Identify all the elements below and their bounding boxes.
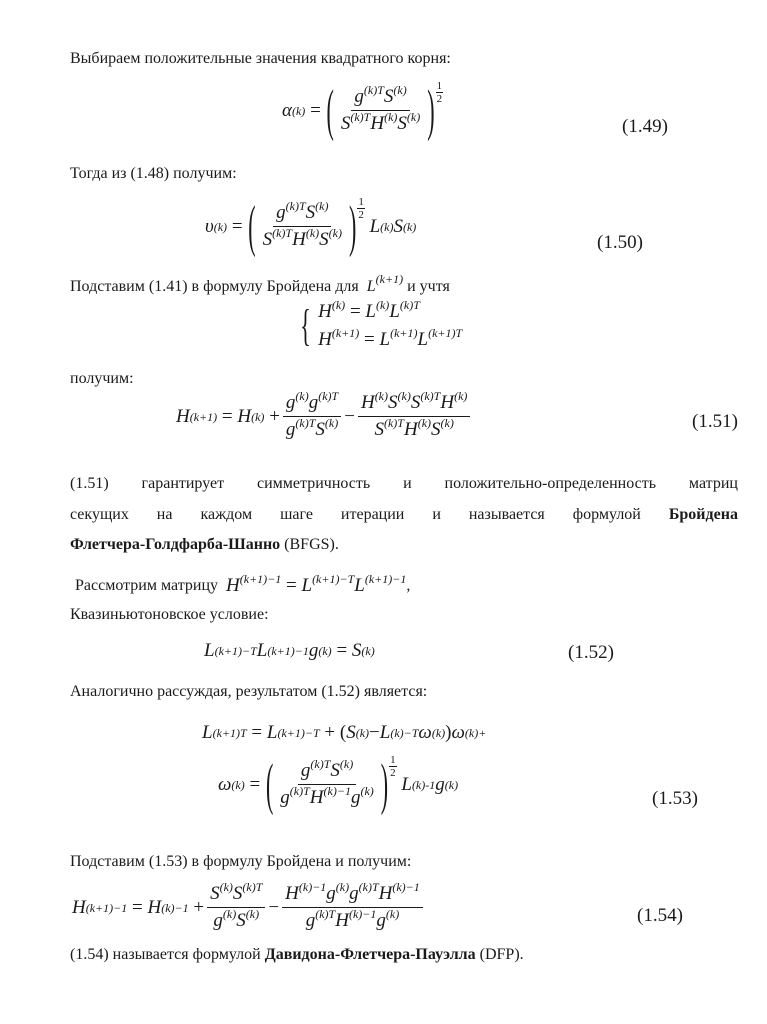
paragraph-substitute-141-text: Подставим (1.41) в формулу Бройдена для (70, 278, 359, 295)
equation-1-54: H (k+1)−1 = H (k)−1 + $\frac{S^{(k)}S^{(k)T}}{g^{(k)}S^{(k)}}$ − $\frac{H^{(k)-1}g^{(k)}g^{(k)T}H^{(k)-1}}{g^{(k)T}H^{(k)-1}g^{(k)}}$ (72, 883, 426, 932)
bfgs-name: Флетчера-Голдфарба-Шанно (70, 536, 281, 553)
word: положительно-определенность (444, 475, 657, 492)
word: на (156, 506, 173, 523)
equation-number-1-49: (1.49) (622, 116, 668, 137)
equation-number-1-50: (1.50) (597, 232, 643, 253)
bfgs-tail: (BFGS). (280, 536, 339, 553)
equation-number-1-54: (1.54) (637, 905, 683, 926)
word: и (432, 506, 441, 523)
equation-number-1-52: (1.52) (568, 642, 614, 663)
word: и (403, 475, 412, 492)
paragraph-guarantees (70, 475, 738, 493)
equation-1-50: υ (k) = ( $\frac{g^{(k)T}S^{(k)}}{S^{(k)T}H^{(k)}S^{(k)}}$ ) 1 2 L (k) S (k) (205, 192, 417, 258)
word: (1.51) (70, 475, 109, 492)
equation-number-1-53: (1.53) (652, 788, 698, 809)
paragraph-substitute-153: Подставим (1.53) в формулу Бройдена и получим: (70, 853, 412, 870)
word: итерации (340, 506, 405, 523)
paragraph-substitute-141-tail: и учтя (407, 278, 450, 295)
paragraph-intro: Выбираем положительные значения квадратного корня: (70, 50, 451, 67)
word: секущих (70, 506, 129, 523)
word: каждом (200, 506, 253, 523)
paragraph-quasi-newton: Квазиньютоновское условие: (70, 606, 269, 623)
word: матриц (688, 475, 738, 492)
paragraph-consider-matrix-text: Рассмотрим матрицу (75, 577, 219, 594)
word: симметричность (257, 475, 371, 492)
dfp-name: Давидона-Флетчера-Пауэлла (264, 946, 476, 963)
word-bold: Бройдена (668, 506, 738, 523)
word: называется (468, 506, 545, 523)
word: шаге (280, 506, 313, 523)
paragraph-consider-matrix: Рассмотрим матрицу $H^{(k+1)-1} = L^{(k+1)-T}L^{(k+1)-1}$ , (75, 572, 411, 596)
paragraph-then: Тогда из (1.48) получим: (70, 165, 237, 182)
paragraph-similarly: Аналогично рассуждая, результатом (1.52) является: (70, 683, 428, 700)
dfp-head: (1.54) называется формулой (70, 946, 265, 963)
equation-number-1-51: (1.51) (692, 411, 738, 432)
equation-1-49: α (k) = ( $\frac{g^{(k)T}S^{(k)}}{S^{(k)T}H^{(k)}S^{(k)}}$ ) 1 2 (282, 76, 443, 142)
paragraph-dfp (70, 946, 524, 964)
paragraph-substitute-141: Подставим (1.41) в формулу Бройдена для $L^{(k+1)}$ и учтя (70, 272, 450, 295)
paragraph-we-get: получим: (70, 370, 134, 387)
equation-1-53-line-1: L (k+1)T = L (k+1)−T + ( S (k) − L (k)−T ω (k) ) ω (k)+ (202, 722, 487, 743)
dfp-tail: (DFP). (475, 946, 524, 963)
equation-1-51: H (k+1) = H (k) + $\frac{g^{(k)}g^{(k)T}}{g^{(k)T}S^{(k)}}$ − $\frac{H^{(k)}S^{(k)}S^{(k)T}H^{(k)}}{S^{(k)T}H^{(k)}S^{(k)}}$ (176, 392, 473, 441)
paragraph-secant (70, 506, 738, 524)
word: гарантирует (141, 475, 225, 492)
equation-1-52: L (k+1)−T L (k+1)−1 g (k) = S (k) (204, 640, 375, 661)
paragraph-bfgs (70, 536, 339, 554)
equation-system: { $H^{(k)} = L^{(k)}L^{(k)T}$ $H^{(k+1)} = L^{(k+1)}L^{(k+1)T}$ (300, 297, 463, 350)
word: формулой (572, 506, 641, 523)
equation-1-53-line-2: ω (k) = ( $\frac{g^{(k)T}S^{(k)}}{g^{(k)T}H^{(k)-1}g^{(k)}}$ ) 1 2 L (k)-1 g (k) (218, 750, 459, 816)
